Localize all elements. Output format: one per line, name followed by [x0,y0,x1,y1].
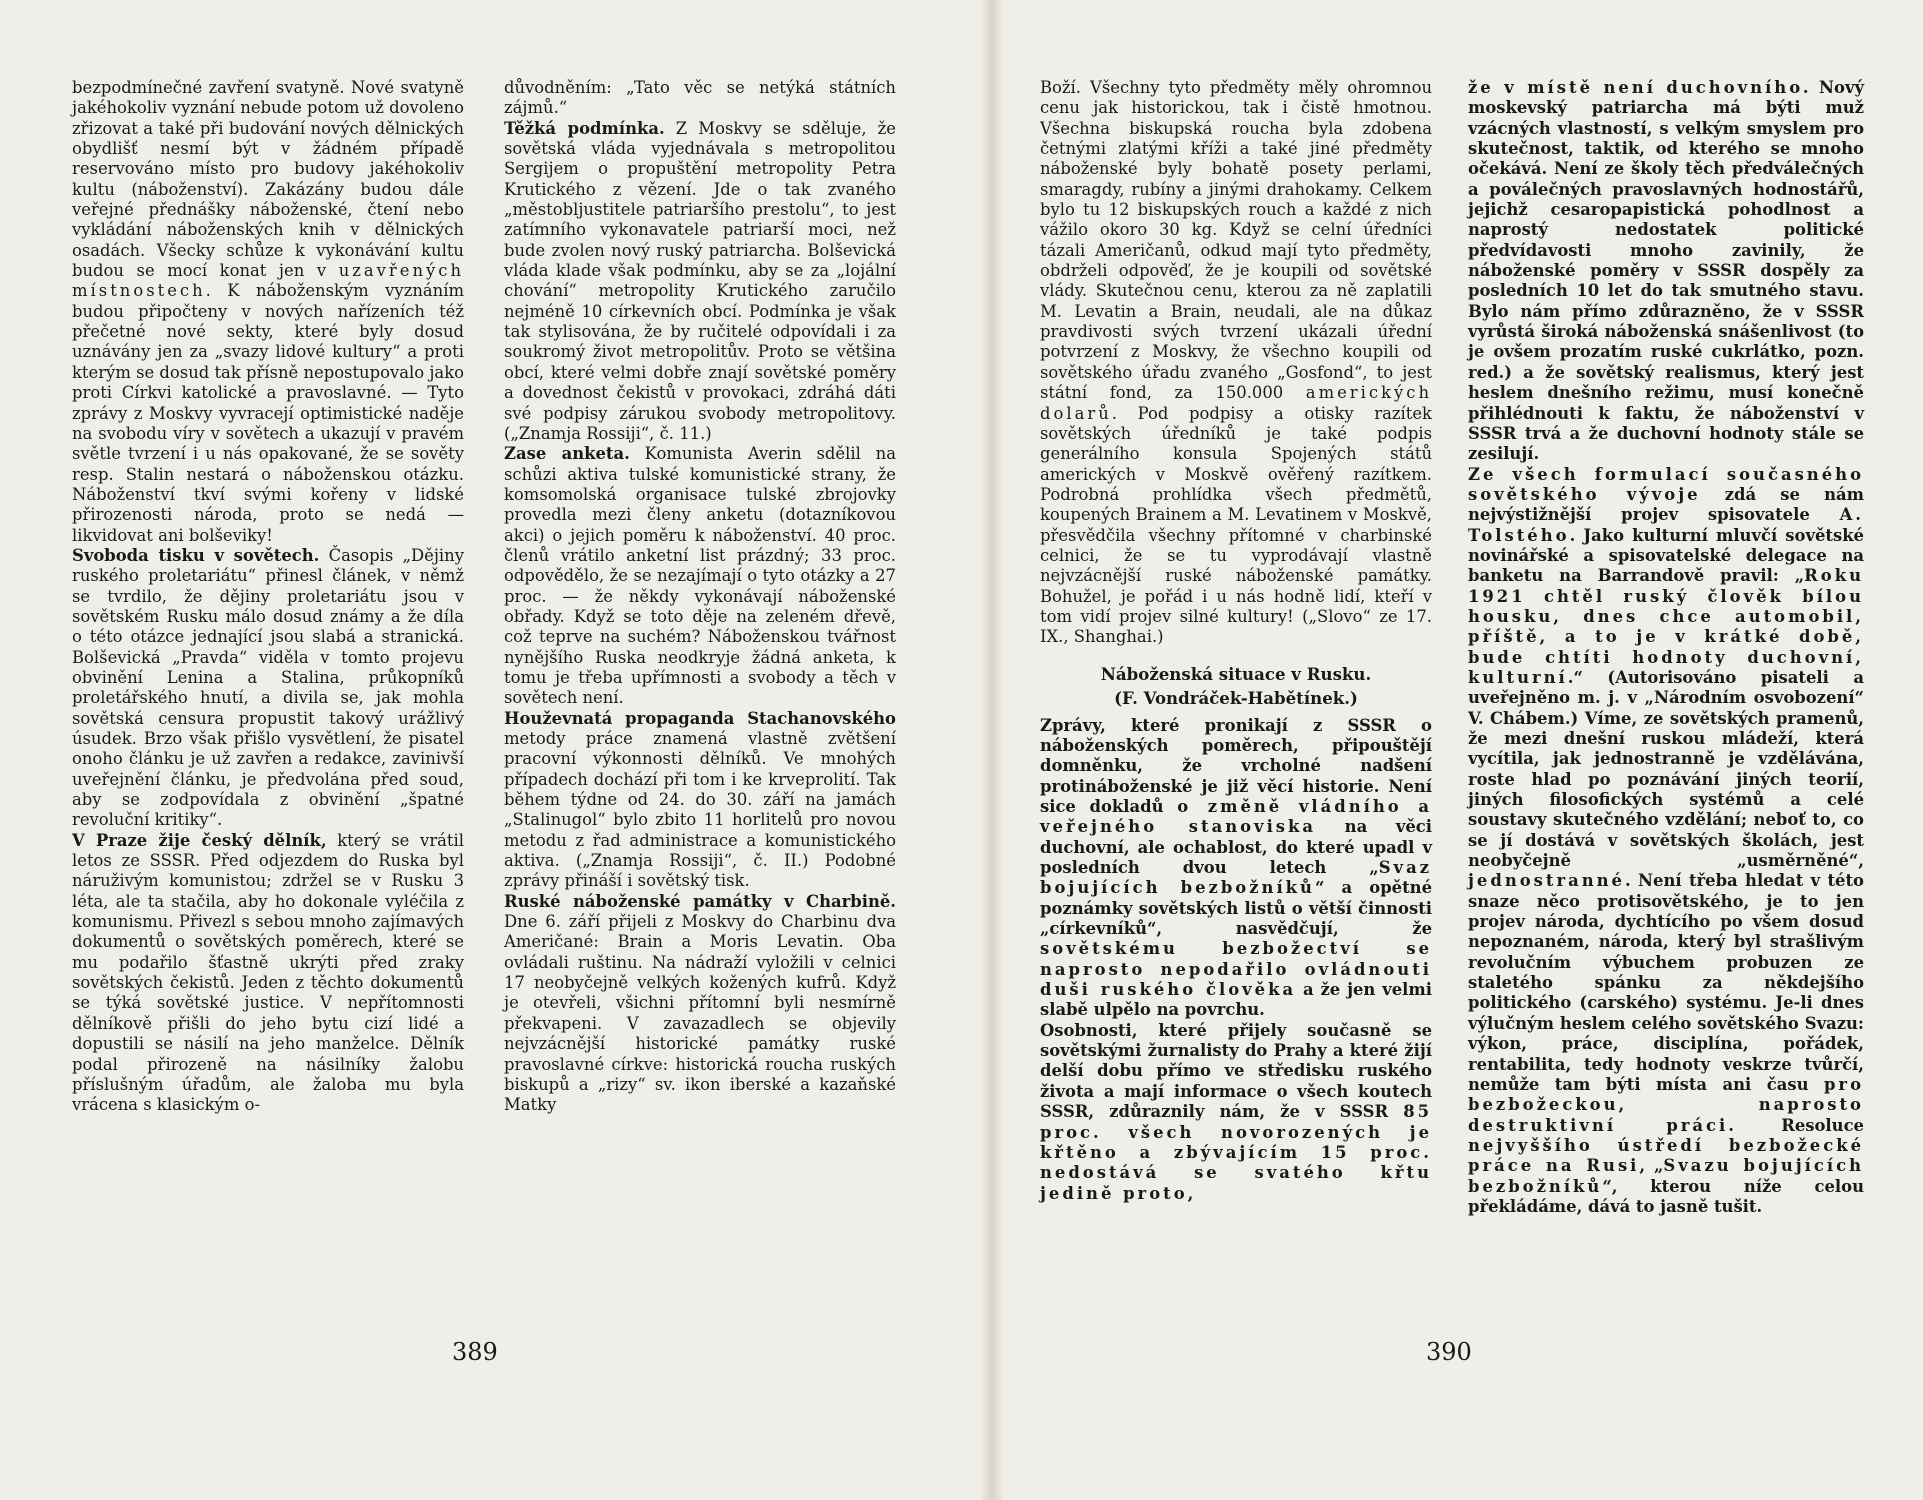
column-1 [72,78,464,1116]
paragraph: Zprávy, které pronikají z SSSR o náboženských poměrech, připouštějí domněnku, že vrcholné nadšení protináboženské je již věcí historie. Není sice dokladů o změně vládního a veřejného stanoviska na věci duchovní, ale ochablost, do které upadl v posledních dvou letech „Svaz bojujících bezbožníků“ a opětné poznámky sovětských listů o větší činnosti „církevníků“, nasvědčují, že sovětskému bezbožectví se naprosto nepodařilo ovládnouti duši ruského člověka a že jen velmi slabě ulpělo na povrchu. [1040,715,1433,1020]
run-in-heading: Ruské náboženské památky v Charbině. [504,891,896,911]
column-4 [1468,78,1864,1217]
page-number-right: 390 [1426,1338,1472,1366]
paragraph: Houževnatá propaganda Stachanovského metody práce znamená vlastně zvětšení pracovní výkonnosti dělníků. Ve mnohých případech dochází při tom i ke krveprolití. Tak během týdne od 24. do 30. září na jamách „Stalinugol“ bylo zbito 11 horlitelů pro novou metodu z řad administrace a komunistického aktiva. („Znamja Rossiji“, č. II.) Podobné zprávy přináší i sovětský tisk. [504,708,896,891]
page-number-left: 389 [452,1338,498,1366]
paragraph: V Praze žije český dělník, který se vrátil letos ze SSSR. Před odjezdem do Ruska byl náruživým komunistou; zdržel se v Rusku 3 léta, ale ta stačila, aby ho dokonale vyléčila z komunismu. Přivezl s sebou mnoho zajímavých dokumentů o sovětských poměrech, které se mu podařilo šťastně ukrýti před zraky sovětských čekistů. Jeden z těchto dokumentů se týká sovětské justice. V nepřítomnosti dělníkově přišli do jeho bytu cizí lidé a dopustili se násilí na jeho manželce. Dělník podal přirozeně na násilníky žalobu příslušným úřadům, ale žaloba mu byla vrácena s klasickým o- [72,830,464,1115]
paragraph: Ze všech formulací současného sovětského vývoje zdá se nám nejvýstižnější projev spisovatele A. Tolstého. Jako kulturní mluvčí sovětské novinářské a spisovatelské delegace na banketu na Barrandově pravil: „Roku 1921 chtěl ruský člověk bílou housku, dnes chce automobil, příště, a to je v krátké době, bude chtíti hodnoty duchovní, kulturní.“ (Autorisováno pisateli a uveřejněno m. j. v „Národním osvobození“ V. Chábem.) Víme, ze sovětských pramenů, že mezi dnešní ruskou mládeží, která vycítila, jak jednostranně je vzdělávána, roste hlad po poznávání jiných teorií, jiných filosofických systémů a celé soustavy skutečného vzdělání; neboť to, co se jí dostává v sovětských školách, jest neobyčejně „usměrněné“, jednostranné. Není třeba hledat v této snaze něco protisovětského, je to jen projev národa, dychtícího po všem dosud nepoznaném, národa, který byl strašlivým revolučním výbuchem probuzen ze staletého spánku za někdejšího politického (carského) systému. Je-li dnes výlučným heslem celého sovětského Svazu: výkon, práce, disciplína, pořádek, rentabilita, tedy hodnoty veskrze tvůrčí, nemůže tam býti místa ani času pro bezbožeckou, naprosto destruktivní práci. Resoluce nejvyššího ústředí bezbožecké práce na Rusi, „Svazu bojujících bezbožníků“, kterou níže celou překládáme, dává to jasně tušit. [1468,464,1864,1216]
paragraph: důvodněním: „Tato věc se netýká státních zájmů.“ [504,78,896,118]
paragraph: Těžká podmínka. Z Moskvy se sděluje, že sovětská vláda vyjednávala s metropolitou Sergijem o propuštění metropolity Petra Krutického z vězení. Jde o tak zvaného „městobljustitele patriaršího prestolu“, to jest zatímního vykonavatele patriarší moci, než bude zvolen nový ruský patriarcha. Bolševická vláda klade však podmínku, aby se za „lojální chování“ metropolity Krutického zaručilo nejméně 10 církevních obcí. Podmínka je však tak stylisována, že by ručitelé odpovídali i za soukromý život metropolitův. Proto se většina obcí, které velmi dobře znají sovětské poměry a dovednost čekistů v provokaci, zdráhá dáti své podpisy zárukou svobody metropolitovy. („Znamja Rossiji“, č. 11.) [504,118,896,443]
article-title: Náboženská situace v Rusku. [1100,663,1372,684]
column-3 [1040,78,1432,1204]
paragraph: Zase anketa. Komunista Averin sdělil na schůzi aktiva tulské komunistické strany, že komsomolská organisace tulské zbrojovky provedla mezi členy anketu (dotazníkovou akci) o jejich poměru k náboženství. 40 proc. členů vrátilo anketní list prázdný; 33 proc. odpovědělo, že se nezajímají o tyto otázky a 27 proc. — že někdy vykonávají náboženské obřady. Když se toto děje na zeleném dřevě, což teprve na suchém? Náboženskou tvářnost nynějšího Ruska neodkryje žádná anketa, k tomu je třeba upřímnosti a svobody a těch v sovětech není. [504,444,896,708]
paragraph: že v místě není duchovního. Nový moskevský patriarcha má býti muž vzácných vlastností, s velkým smyslem pro skutečnost, taktik, od kterého se mnoho očekává. Není ze školy těch předválečných a poválečných pravoslavných hodnostářů, jejichž cesaropapistická pohodlnost a naprostý nedostatek politické předvídavosti mnoho zavinily, že náboženské poměry v SSSR dospěly za posledních 10 let do tak smutného stavu. Bylo nám přímo zdůrazněno, že v SSSR vyrůstá široká náboženská snášenlivost (to je ovšem prozatím ruské cukrlátko, pozn. red.) a že sovětský realismus, který jest heslem dnešního režimu, musí konečně přihlédnouti k faktu, že náboženství v SSSR trvá a že duchovní hodnoty stále se zesilují. [1468,78,1864,464]
paragraph: Osobnosti, které přijely současně se sovětskými žurnalisty do Prahy a které žijí delší dobu přímo ve středisku ruského života a mají informace o všech koutech SSSR, zdůraznily nám, že v SSSR 85 proc. všech novorozených je křtěno a zbývajícím 15 proc. nedostává se svatého křtu jedině proto, [1040,1020,1432,1203]
paragraph: bezpodmínečné zavření svatyně. Nové svatyně jakéhokoliv vyznání nebude potom už dovoleno zřizovat a také při budování nových dělnických obydlišť nesmí být v žádném případě reservováno místo pro budovy jakéhokoliv kultu (náboženství). Zakázány budou dále veřejné přednášky náboženské, čtení nebo vykládání náboženských knih v dělnických osadách. Všecky schůze k vykonávání kultu budou se mocí konat jen v uzavřených místnostech. K náboženským vyznáním budou připočteny v nových nařízeních též přečetné nové sekty, které byly dosud uznávány jen za „svazy lidové kultury“ a proti kterým se dosud tak přísně nepostupovalo jako proti Církvi katolické a pravoslavné. — Tyto zprávy z Moskvy vyvracejí optimistické naděje na svobodu víry v sovětech a ukazují v pravém světle tvrzení i u nás opakované, že se sověty resp. Stalin nestará o náboženskou otázku. Náboženství tkví svými kořeny v lidské přirozenosti národa, proto se nedá — likvidovat ani bolševiky! [72,78,464,545]
article-heading [1040,662,1432,710]
paragraph: Ruské náboženské památky v Charbině. Dne 6. září přijeli z Moskvy do Charbinu dva Američané: Brain a Moris Levatin. Oba ovládali ruštinu. Na nádraží vyložili v celnici 17 neobyčejně velkých kožených kufrů. Když je otevřeli, všichni přítomní byli nesmírně překvapeni. V zavazadlech se objevily nejvzácnější historické památky ruské pravoslavné církve: historická roucha ruských biskupů a „rizy“ sv. ikon iberské a kazaňské Matky [504,891,896,1115]
column-2 [504,78,896,1116]
book-gutter [982,0,1002,1500]
run-in-heading: Zase anketa. [504,444,630,464]
paragraph: Svoboda tisku v sovětech. Časopis „Dějiny ruského proletariátu“ přinesl článek, v němž se tvrdilo, že dějiny proletariátu jsou v sovětském Rusku málo dosud známy a že díla o této otázce jednající jsou slabá a stranická. Bolševická „Pravda“ viděla v tomto projevu obvinění Lenina a Stalina, průkopníků proletářského hnutí, a divila se, jak mohla sovětská censura propustit takový urážlivý úsudek. Brzo však přišlo vysvětlení, že pisatel onoho článku je už zavřen a redakce, zavinivší uveřejnění článku, je předvolána před soud, aby se zodpovídala z obvinění „špatné revoluční kritiky“. [72,545,464,830]
run-in-heading: V Praze žije český dělník, [72,830,327,850]
run-in-heading: Těžká podmínka. [504,118,665,138]
paragraph: Boží. Všechny tyto předměty měly ohromnou cenu jak historickou, tak i čistě hmotnou. Všechna biskupská roucha byla zdobena četnými zlatými kříži a také jiné předměty náboženské byly bohatě posety perlami, smaragdy, rubíny a jinými drahokamy. Celkem bylo tu 12 biskupských rouch a každé z nich vážilo okoro 30 kg. Když se celní úředníci tázali Američanů, odkud mají tyto předměty, obdrželi odpověď, že je koupili od sovětské vlády. Skutečnou cenu, kterou za ně zaplatili M. Levatin a Brain, neudali, ale na důkaz pravdivosti svých tvrzení ukázali úřední potvrzení z Moskvy, že všechno koupili od sovětského úřadu zvaného „Gosfond“, to jest státní fond, za 150.000 amerických dolarů. Pod podpisy a otisky razítek sovětských úředníků je také podpis generálního konsula Spojených států amerických v Moskvě ověřený razítkem. Podrobná prohlídka všech předmětů, koupených Brainem a M. Levatinem v Moskvě, přesvědčila všechny přítomné v charbinské celnici, že se tu vyprodávají vlastně nejvzácnější ruské náboženské památky. Bohužel, je pořád i u nás hodně lidí, kteří v tom vidí projev silné kultury! („Slovo“ ze 17. IX., Shanghai.) [1040,78,1432,647]
run-in-heading: Houževnatá propaganda Stachanovského [504,708,896,728]
run-in-heading: Svoboda tisku v sovětech. [72,545,320,565]
article-author: (F. Vondráček-Habětínek.) [1114,687,1358,708]
